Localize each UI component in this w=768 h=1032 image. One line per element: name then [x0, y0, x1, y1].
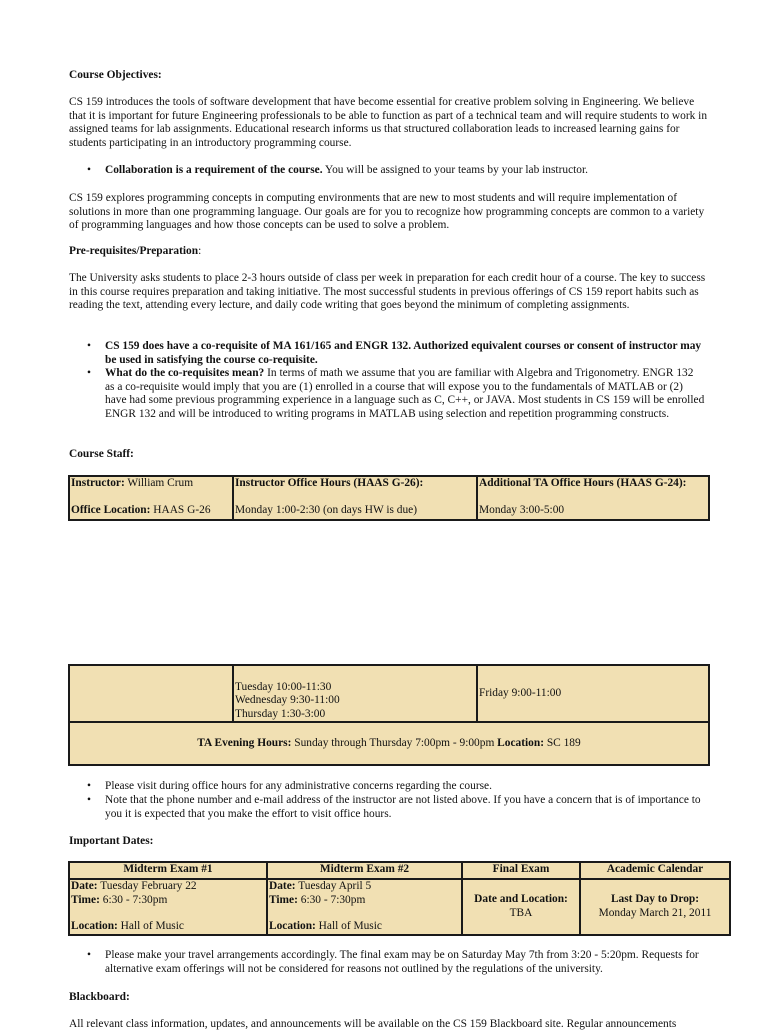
- office-hours-note: Please visit during office hours for any administrative concerns regarding the course.: [105, 780, 492, 792]
- final-cell: Date and Location: TBA: [462, 879, 580, 935]
- objectives-heading: Course Objectives:: [69, 69, 162, 81]
- bullet-icon: •: [87, 794, 91, 806]
- bullet-icon: •: [87, 340, 91, 352]
- bullet-icon: •: [87, 367, 91, 379]
- staff-table-bottom: [68, 664, 710, 766]
- objectives-paragraph-1: CS 159 introduces the tools of software development that have become essential for creative problem solving in Engineering. We believe that it is important for future Engineering professionals to be able to function as part of a technical team and will require students to work in assigned teams for lab assignments. Educational research informs us that structured collaboration leads to increased learning gains for students participating in an introductory programming course.: [69, 96, 708, 149]
- blackboard-paragraph: All relevant class information, updates, and announcements will be available on the CS 159 Blackboard site. Regular announcements: [69, 1018, 677, 1030]
- midterm1-cell: Date: Tuesday February 22 Time: 6:30 - 7:30pm Location: Hall of Music: [69, 879, 267, 935]
- prereq-heading: Pre-requisites/Preparation:: [69, 245, 202, 257]
- calendar-header: Academic Calendar: [580, 862, 730, 879]
- prereq-paragraph: The University asks students to place 2-3 hours outside of class per week in preparation for each credit hour of a course. The key to success in this course requires preparation and taking initiative. The most successful students in previous offerings of CS 159 report habits such as reading the text, attending every lecture, and daily code writing that goes beyond the minimum of completing assignments.: [69, 272, 706, 311]
- final-header: Final Exam: [462, 862, 580, 879]
- more-instructor-hours-cell: Tuesday 10:00-11:30 Wednesday 9:30-11:00 Thursday 1:30-3:00: [233, 665, 477, 722]
- collaboration-bullet: Collaboration is a requirement of the course. You will be assigned to your teams by your lab instructor.: [105, 164, 589, 176]
- corequisite-bullet: CS 159 does have a co-requisite of MA 161/165 and ENGR 132. Authorized equivalent courses or consent of instructor may be used in satisfying the course co-requisite.: [105, 340, 702, 366]
- contact-note: Note that the phone number and e-mail address of the instructor are not listed above. If you have a concern that is of importance to you it is expected that you make the effort to visit office hours.: [105, 794, 701, 820]
- instructor-cell: Instructor: William Crum Office Location: HAAS G-26: [69, 476, 233, 520]
- travel-note: Please make your travel arrangements accordingly. The final exam may be on Saturday May 7th from 3:20 - 5:20pm. Requests for alternative exam offerings will not be considered for reasons not outlined by the regulations of the university.: [105, 949, 699, 975]
- corequisite-meaning-bullet: What do the co-requisites mean? In terms of math we assume that you are familiar with Algebra and Trigonometry. ENGR 132 as a co-requisite would imply that you are (1) enrolled in a course that will expose you to the fundamentals of MATLAB or (2) have had some previous programming experience in a language such as C, C++, or JAVA. Most students in CS 159 will be enrolled ENGR 132 and will be introduced to writing programs in MATLAB using selection and repetition programming constructs.: [105, 367, 705, 420]
- empty-cell: [69, 665, 233, 722]
- midterm2-header: Midterm Exam #2: [267, 862, 462, 879]
- blackboard-heading: Blackboard:: [69, 991, 130, 1003]
- bullet-icon: •: [87, 949, 91, 961]
- midterm1-header: Midterm Exam #1: [69, 862, 267, 879]
- ta-hours-cell: Additional TA Office Hours (HAAS G-24): Monday 3:00-5:00: [477, 476, 709, 520]
- bullet-icon: •: [87, 780, 91, 792]
- more-ta-hours-cell: Friday 9:00-11:00: [477, 665, 709, 722]
- evening-hours-cell: TA Evening Hours: Sunday through Thursday 7:00pm - 9:00pm Location: SC 189: [69, 722, 709, 765]
- dates-table: [68, 861, 731, 936]
- calendar-cell: Last Day to Drop: Monday March 21, 2011: [580, 879, 730, 935]
- staff-heading: Course Staff:: [69, 448, 134, 460]
- instructor-hours-cell: Instructor Office Hours (HAAS G-26): Monday 1:00-2:30 (on days HW is due): [233, 476, 477, 520]
- staff-table-top: [68, 475, 710, 521]
- dates-heading: Important Dates:: [69, 835, 154, 847]
- bullet-icon: •: [87, 164, 91, 176]
- midterm2-cell: Date: Tuesday April 5 Time: 6:30 - 7:30pm Location: Hall of Music: [267, 879, 462, 935]
- objectives-paragraph-2: CS 159 explores programming concepts in computing environments that are new to most students and will require implementation of solutions in more than one programming language. Our goals are for you to recognize how programming concepts are common to a variety of programming languages and how those concepts can be used to solve a problem.: [69, 192, 705, 231]
